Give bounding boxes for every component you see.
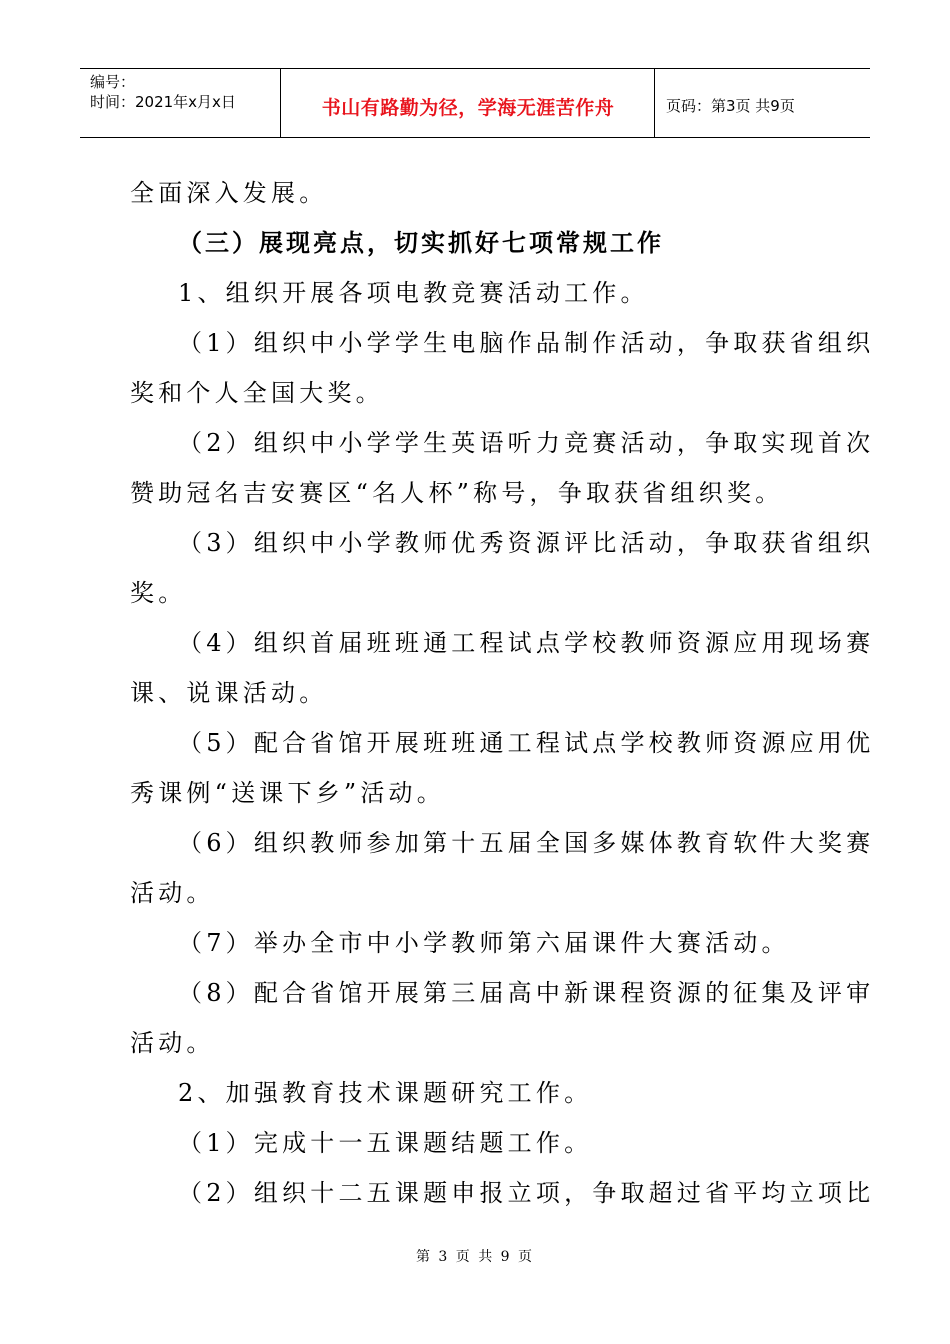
body-line: （4）组织首届班班通工程试点学校教师资源应用现场赛	[178, 629, 875, 657]
body-line: 课、说课活动。	[130, 679, 328, 707]
body-line: 1、组织开展各项电教竞赛活动工作。	[178, 279, 649, 307]
document-header	[80, 68, 870, 138]
body-line: （3）组织中小学教师优秀资源评比活动，争取获省组织	[178, 529, 875, 557]
header-page-cell	[656, 69, 870, 137]
body-line: 奖和个人全国大奖。	[130, 379, 384, 407]
body-line: （8）配合省馆开展第三届高中新课程资源的征集及评审	[178, 979, 875, 1007]
document-date: 时间：2021年x月x日	[90, 93, 236, 111]
body-line: 全面深入发展。	[130, 179, 328, 207]
body-line: 秀课例“送课下乡”活动。	[130, 779, 445, 807]
document-number: 编号：	[90, 73, 136, 91]
header-left-cell	[80, 69, 281, 137]
header-motto-cell	[282, 69, 655, 137]
body-line: （7）举办全市中小学教师第六届课件大赛活动。	[178, 929, 790, 957]
body-line: （1）组织中小学学生电脑作品制作活动，争取获省组织	[178, 329, 875, 357]
header-motto: 书山有路勤为径，学海无涯苦作舟	[321, 97, 615, 119]
body-line: 活动。	[130, 879, 215, 907]
body-line: （5）配合省馆开展班班通工程试点学校教师资源应用优	[178, 729, 875, 757]
section-heading: （三）展现亮点，切实抓好七项常规工作	[178, 229, 664, 257]
body-line: 活动。	[130, 1029, 215, 1057]
body-line: （2）组织十二五课题申报立项，争取超过省平均立项比	[178, 1179, 875, 1207]
body-line: （1）完成十一五课题结题工作。	[178, 1129, 593, 1157]
body-line: 2、加强教育技术课题研究工作。	[178, 1079, 593, 1107]
page-footer: 第 3 页 共 9 页	[415, 1249, 535, 1265]
body-line: 赞助冠名吉安赛区“名人杯”称号，争取获省组织奖。	[130, 479, 784, 507]
body-line: 奖。	[130, 579, 187, 607]
header-page-number: 页码：第3页 共9页	[666, 97, 795, 115]
body-line: （2）组织中小学学生英语听力竞赛活动，争取实现首次	[178, 429, 875, 457]
body-line: （6）组织教师参加第十五届全国多媒体教育软件大奖赛	[178, 829, 875, 857]
